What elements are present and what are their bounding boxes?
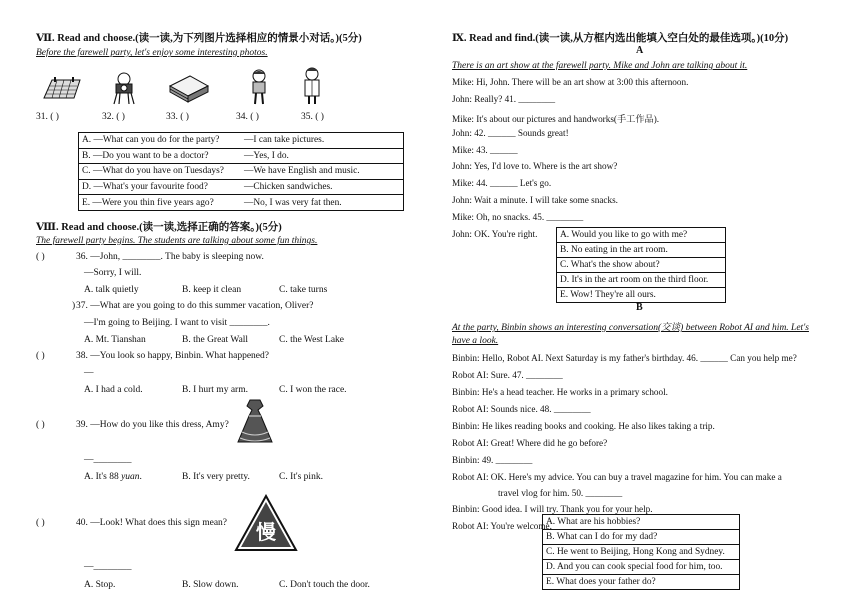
part-a-letter: A xyxy=(636,45,644,56)
option-39-a[interactable] xyxy=(84,472,142,482)
answer-paren-39[interactable]: ( ) xyxy=(36,420,45,430)
option-38-b[interactable]: B. I hurt my arm. xyxy=(182,385,248,395)
option-37-c[interactable]: C. the West Lake xyxy=(279,335,345,345)
dialogue-question: E. —Were you thin five years ago? xyxy=(82,197,214,208)
part-a-option: A. Would you like to go with me? xyxy=(557,228,725,243)
question-40-reply: —________ xyxy=(84,562,132,572)
dialogue-question: A. —What can you do for the party? xyxy=(82,135,220,146)
option-39-a-text: A. It's 88 xyxy=(84,472,119,482)
dialogue-answer: —Chicken sandwiches. xyxy=(244,182,333,193)
blank-32[interactable]: 32. ( ) xyxy=(102,112,125,122)
part-b-option: A. What are his hobbies? xyxy=(543,515,739,530)
dialogue-b-line: Robot AI: OK. Here's my advice. You can buy a travel magazine for him. You can make a xyxy=(452,472,782,482)
dialogue-row-b xyxy=(79,149,403,165)
dialogue-b-line: Binbin: Hello, Robot AI. Next Saturday is my father's birthday. 46. ______ Can you help me? xyxy=(452,353,797,363)
option-38-c[interactable]: C. I won the race. xyxy=(279,385,347,395)
answer-paren-36[interactable]: ( ) xyxy=(36,252,45,262)
sandwich-picture xyxy=(168,74,210,104)
dialogue-row-e xyxy=(79,195,403,210)
boy-picture xyxy=(246,68,272,106)
part-a-option: B. No eating in the art room. xyxy=(557,243,725,258)
question-38-reply: — xyxy=(84,368,94,378)
dialogue-b-line: Robot AI: You're welcome. xyxy=(452,521,552,531)
section-7-title: Ⅶ. Read and choose.(读一读,为下列图片选择相应的情景小对话。)(5分) xyxy=(36,33,362,44)
section-9-title: Ⅸ. Read and find.(读一读,从方框内选出能填入空白处的最佳选项。)(10分) xyxy=(452,33,789,44)
dialogue-b-line: Robot AI: Sure. 47. ________ xyxy=(452,370,563,380)
option-39-a-end: . xyxy=(139,472,142,482)
option-39-a-unit: yuan xyxy=(121,472,140,482)
question-36-reply: —Sorry, I will. xyxy=(84,268,142,278)
part-a-options-box xyxy=(556,227,726,303)
blank-31[interactable]: 31. ( ) xyxy=(36,112,59,122)
dialogue-b-line: Binbin: Good idea. I will try. Thank you for your help. xyxy=(452,504,653,514)
question-38: 38. —You look so happy, Binbin. What happened? xyxy=(76,351,269,361)
dialogue-a-line: Mike: 44. ______ Let's go. xyxy=(452,178,552,188)
section-8-title: Ⅷ. Read and choose.(读一读,选择正确的答案。)(5分) xyxy=(36,222,282,233)
option-39-c[interactable]: C. It's pink. xyxy=(279,472,323,482)
dialogue-a-line: John: Really? 41. ________ xyxy=(452,94,556,104)
dialogue-a-line: John: Yes, I'd love to. Where is the art show? xyxy=(452,161,618,171)
option-36-b[interactable]: B. keep it clean xyxy=(182,285,242,295)
dress-picture xyxy=(236,398,274,446)
dialogue-question: D. —What's your favourite food? xyxy=(82,182,208,193)
dialogue-a-line: John: 42. ______ Sounds great! xyxy=(452,128,569,138)
option-36-c[interactable]: C. take turns xyxy=(279,285,328,295)
part-b-option: C. He went to Beijing, Hong Kong and Sydney. xyxy=(543,545,739,560)
slow-sign-text: 慢 xyxy=(256,520,276,544)
camera-boy-picture xyxy=(106,70,142,106)
part-b-subtitle-1: At the party, Binbin shows an interesting conversation(交谈) between Robot AI and him. Let's xyxy=(452,323,809,333)
question-37: 37. —What are you going to do this summer vacation, Oliver? xyxy=(76,301,314,311)
dialogue-b-line: Binbin: He likes reading books and cooking. He also likes taking a trip. xyxy=(452,421,715,431)
calendar-picture xyxy=(42,76,82,100)
dialogue-answer: —We have English and music. xyxy=(244,166,360,177)
blank-35[interactable]: 35. ( ) xyxy=(301,112,324,122)
part-b-option: B. What can I do for my dad? xyxy=(543,530,739,545)
answer-paren-38[interactable]: ( ) xyxy=(36,351,45,361)
dialogue-question: B. —Do you want to be a doctor? xyxy=(82,150,209,161)
part-b-letter: B xyxy=(636,302,643,313)
blank-34[interactable]: 34. ( ) xyxy=(236,112,259,122)
dialogue-answer: —Yes, I do. xyxy=(244,150,289,161)
dialogue-a-line: John: OK. You're right. xyxy=(452,229,538,239)
blank-33[interactable]: 33. ( ) xyxy=(166,112,189,122)
part-a-subtitle: There is an art show at the farewell party. Mike and John are talking about it. xyxy=(452,61,748,71)
part-a-option: E. Wow! They're all ours. xyxy=(560,290,656,301)
dialogue-b-line: Robot AI: Great! Where did he go before? xyxy=(452,438,608,448)
part-b-options-box xyxy=(542,514,740,590)
part-b-subtitle-2: have a look. xyxy=(452,336,499,346)
option-40-b[interactable]: B. Slow down. xyxy=(182,580,239,590)
slow-sign xyxy=(234,494,298,552)
dialogue-row-c xyxy=(79,164,403,180)
dialogue-a-line: Mike: 43. ______ xyxy=(452,145,518,155)
answer-paren-37[interactable]: ) xyxy=(72,301,76,311)
dialogue-b-line: Binbin: He's a head teacher. He works in a primary school. xyxy=(452,387,668,397)
dialogue-b-line: travel vlog for him. 50. ________ xyxy=(498,488,623,498)
question-36: 36. —John, ________. The baby is sleeping now. xyxy=(76,252,264,262)
option-39-b[interactable]: B. It's very pretty. xyxy=(182,472,250,482)
dialogue-b-line: Robot AI: Sounds nice. 48. ________ xyxy=(452,404,591,414)
doctor-picture xyxy=(299,66,325,106)
question-40: 40. —Look! What does this sign mean? xyxy=(76,518,228,528)
dialogue-row-d xyxy=(79,180,403,196)
dialogue-a-line: Mike: Oh, no snacks. 45. ________ xyxy=(452,212,584,222)
option-37-b[interactable]: B. the Great Wall xyxy=(182,335,249,345)
dialogue-a-line: Mike: Hi, John. There will be an art show at 3:00 this afternoon. xyxy=(452,77,689,87)
option-40-c[interactable]: C. Don't touch the door. xyxy=(279,580,370,590)
dialogue-a-line: John: Wait a minute. I will take some snacks. xyxy=(452,195,618,205)
dialogue-b-line: Binbin: 49. ________ xyxy=(452,455,533,465)
dialogue-question: C. —What do you have on Tuesdays? xyxy=(82,166,224,177)
part-a-option: D. It's in the art room on the third floor. xyxy=(557,273,725,288)
option-40-a[interactable]: A. Stop. xyxy=(84,580,116,590)
question-39-reply: —________ xyxy=(84,455,132,465)
question-39: 39. —How do you like this dress, Amy? xyxy=(76,420,229,430)
part-b-option: D. And you can cook special food for him, too. xyxy=(543,560,739,575)
section-7-subtitle: Before the farewell party, let's enjoy some interesting photos. xyxy=(36,48,268,58)
answer-paren-40[interactable]: ( ) xyxy=(36,518,45,528)
dialogue-table xyxy=(78,132,404,211)
dialogue-answer: —No, I was very fat then. xyxy=(244,197,342,208)
question-37-reply: —I'm going to Beijing. I want to visit ________. xyxy=(84,318,270,328)
part-a-option: C. What's the show about? xyxy=(557,258,725,273)
option-38-a[interactable]: A. I had a cold. xyxy=(84,385,143,395)
option-36-a[interactable]: A. talk quietly xyxy=(84,285,139,295)
dialogue-row-a xyxy=(79,133,403,149)
part-b-option: E. What does your father do? xyxy=(546,577,656,588)
section-8-subtitle: The farewell party begins. The students are talking about some fun things. xyxy=(36,236,318,246)
dialogue-answer: —I can take pictures. xyxy=(244,135,325,146)
option-37-a[interactable]: A. Mt. Tianshan xyxy=(84,335,146,345)
dialogue-a-line: Mike: It's about our pictures and handworks(手工作品). xyxy=(452,114,660,124)
